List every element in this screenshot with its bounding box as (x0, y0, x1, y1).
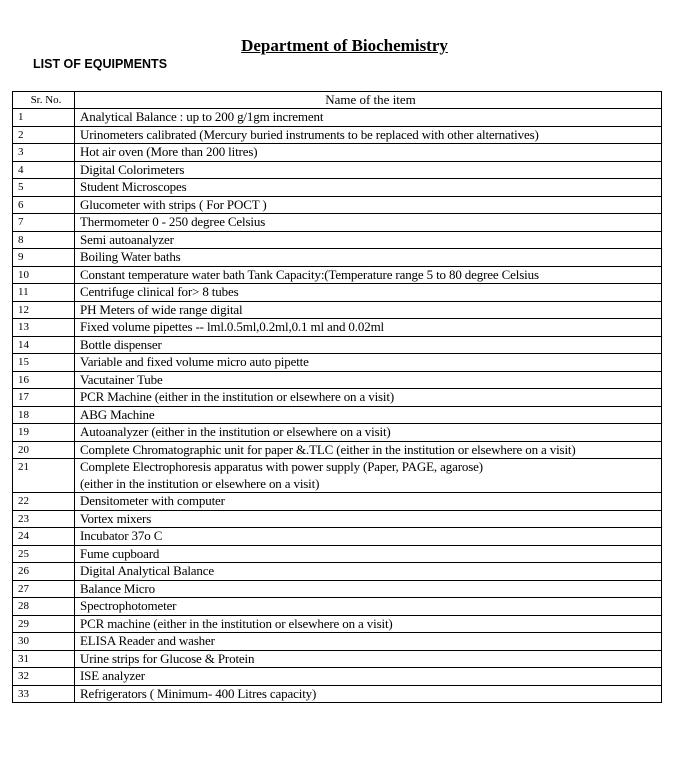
item-name-cell (75, 685, 662, 703)
item-name-cell (75, 214, 662, 232)
item-name-cell (75, 563, 662, 581)
item-name-cell (75, 371, 662, 389)
table-row (13, 406, 662, 424)
sr-no-cell: 23 (13, 510, 75, 528)
sr-no-cell: 32 (13, 668, 75, 686)
item-name-text: Autoanalyzer (either in the institution or elsewhere on a visit) (80, 424, 391, 439)
sr-no-cell: 11 (13, 284, 75, 302)
table-row (13, 580, 662, 598)
item-name-cell (75, 301, 662, 319)
item-name-text: ISE analyzer (80, 668, 145, 683)
table-row (13, 266, 662, 284)
item-name-text: Centrifuge clinical for> 8 tubes (80, 284, 239, 299)
item-name-text: Digital Colorimeters (80, 161, 185, 177)
item-name-header: Name of the item (75, 92, 662, 109)
item-name-text: PH Meters of wide range digital (80, 301, 243, 317)
table-row (13, 493, 662, 511)
sr-no-cell: 9 (13, 249, 75, 267)
item-name-cell (75, 493, 662, 511)
sr-no-cell: 17 (13, 389, 75, 407)
item-name-cell (75, 319, 662, 337)
table-row (13, 650, 662, 668)
item-name-text: PCR Machine (either in the institution or elsewhere on a visit) (80, 389, 395, 404)
item-name-text: Variable and fixed volume micro auto pipette (80, 354, 309, 369)
table-header-row (13, 92, 662, 109)
sr-no-cell: 28 (13, 598, 75, 616)
item-name-text: Vortex mixers (80, 510, 152, 526)
table-row (13, 528, 662, 546)
table-row (13, 319, 662, 337)
item-name-cell (75, 389, 662, 407)
table-row (13, 301, 662, 319)
table-row (13, 598, 662, 616)
item-name-text: Spectrophotometer (80, 598, 177, 613)
item-name-text: Complete Electrophoresis apparatus with power supply (Paper, PAGE, agarose) (80, 459, 483, 474)
sr-no-cell: 27 (13, 580, 75, 598)
item-name-cell (75, 441, 662, 459)
item-name-cell (75, 231, 662, 249)
item-name-text: Constant temperature water bath Tank Capacity:(Temperature range 5 to 80 degree Celsius (80, 266, 539, 282)
page-title: Department of Biochemistry (241, 36, 448, 55)
table-row (13, 336, 662, 354)
item-name-cell (75, 650, 662, 668)
item-name-text: Refrigerators ( Minimum- 400 Litres capacity) (80, 685, 317, 701)
sr-no-cell: 8 (13, 231, 75, 249)
item-name-text: Incubator 37o C (80, 528, 163, 543)
item-name-cell (75, 424, 662, 442)
sr-no-cell: 20 (13, 441, 75, 459)
table-row (13, 389, 662, 407)
item-name-text: Student Microscopes (80, 179, 187, 194)
sr-no-cell: 1 (13, 109, 75, 127)
list-heading: LIST OF EQUIPMENTS (33, 57, 168, 71)
sr-no-cell: 19 (13, 424, 75, 442)
table-row (13, 510, 662, 528)
sr-no-cell: 24 (13, 528, 75, 546)
table-row (13, 424, 662, 442)
item-name-cell (75, 510, 662, 528)
table-row (13, 196, 662, 214)
table-row (13, 249, 662, 267)
sr-no-cell: 25 (13, 545, 75, 563)
sr-no-cell: 5 (13, 179, 75, 197)
item-name-cell (75, 249, 662, 267)
item-name-text: Semi autoanalyzer (80, 231, 174, 247)
item-name-cell (75, 598, 662, 616)
item-name-text: Balance Micro (80, 580, 155, 596)
table-row (13, 179, 662, 197)
item-name-cell (75, 179, 662, 197)
item-name-text: Glucometer with strips ( For POCT ) (80, 196, 267, 212)
table-row (13, 441, 662, 459)
sr-no-cell: 14 (13, 336, 75, 354)
equipment-table (12, 91, 662, 703)
table-row (13, 371, 662, 389)
item-name-cell (75, 668, 662, 686)
item-name-text: ELISA Reader and washer (80, 633, 215, 648)
table-row (13, 668, 662, 686)
item-name-cell (75, 406, 662, 424)
item-name-text: Boiling Water baths (80, 249, 181, 264)
table-row (13, 615, 662, 633)
table-row (13, 231, 662, 249)
table-row (13, 545, 662, 563)
table-row (13, 685, 662, 703)
item-name-text: Fume cupboard (80, 545, 160, 561)
table-row (13, 563, 662, 581)
item-name-text: ABG Machine (80, 406, 155, 422)
item-name-text: Urine strips for Glucose & Protein (80, 650, 255, 666)
sr-no-cell: 3 (13, 144, 75, 162)
sr-no-cell: 33 (13, 685, 75, 703)
sr-no-cell: 16 (13, 371, 75, 389)
item-name-cell (75, 615, 662, 633)
sr-no-cell: 18 (13, 406, 75, 424)
item-name-cell (75, 336, 662, 354)
item-name-cell (75, 354, 662, 372)
table-row (13, 633, 662, 651)
table-row (13, 354, 662, 372)
sr-no-cell: 4 (13, 161, 75, 179)
sr-no-cell: 21 (13, 459, 75, 493)
item-name-text: Densitometer with computer (80, 493, 225, 508)
item-name-cell (75, 126, 662, 144)
table-row (13, 161, 662, 179)
table-row (13, 214, 662, 232)
item-name-cell (75, 580, 662, 598)
item-name-cell (75, 633, 662, 651)
item-name-cell (75, 545, 662, 563)
item-name-cell (75, 266, 662, 284)
sr-no-cell: 10 (13, 266, 75, 284)
item-name-cell (75, 109, 662, 127)
item-name-text: Digital Analytical Balance (80, 563, 214, 578)
sr-no-cell: 31 (13, 650, 75, 668)
table-row (13, 459, 662, 493)
item-name-cell (75, 459, 662, 493)
item-name-text: Bottle dispenser (80, 336, 162, 352)
item-name-text: PCR machine (either in the institution or elsewhere on a visit) (80, 615, 393, 631)
sr-no-cell: 30 (13, 633, 75, 651)
sr-no-cell: 29 (13, 615, 75, 633)
item-name-text: Hot air oven (More than 200 litres) (80, 144, 258, 159)
item-name-cell (75, 196, 662, 214)
item-name-cell (75, 161, 662, 179)
item-name-text: (either in the institution or elsewhere on a visit) (80, 475, 320, 491)
item-name-text: Analytical Balance : up to 200 g/1gm increment (80, 109, 324, 124)
item-name-text: Complete Chromatographic unit for paper &.TLC (either in the institution or elsewhere on a visit) (80, 441, 576, 457)
item-name-text: Vacutainer Tube (80, 371, 163, 387)
table-row (13, 109, 662, 127)
sr-no-header: Sr. No. (13, 92, 75, 109)
item-name-text: Thermometer 0 - 250 degree Celsius (80, 214, 266, 229)
sr-no-cell: 15 (13, 354, 75, 372)
sr-no-cell: 2 (13, 126, 75, 144)
table-row (13, 126, 662, 144)
sr-no-cell: 22 (13, 493, 75, 511)
table-row (13, 284, 662, 302)
item-name-text: Urinometers calibrated (Mercury buried instruments to be replaced with other alternatives) (80, 126, 539, 142)
equipment-table-body (13, 109, 662, 703)
item-name-cell (75, 528, 662, 546)
sr-no-cell: 7 (13, 214, 75, 232)
item-name-cell (75, 144, 662, 162)
sr-no-cell: 13 (13, 319, 75, 337)
item-name-cell (75, 284, 662, 302)
item-name-text: Fixed volume pipettes -- lml.0.5ml,0.2ml,0.1 ml and 0.02ml (80, 319, 384, 334)
sr-no-cell: 12 (13, 301, 75, 319)
table-row (13, 144, 662, 162)
sr-no-cell: 6 (13, 196, 75, 214)
sr-no-cell: 26 (13, 563, 75, 581)
